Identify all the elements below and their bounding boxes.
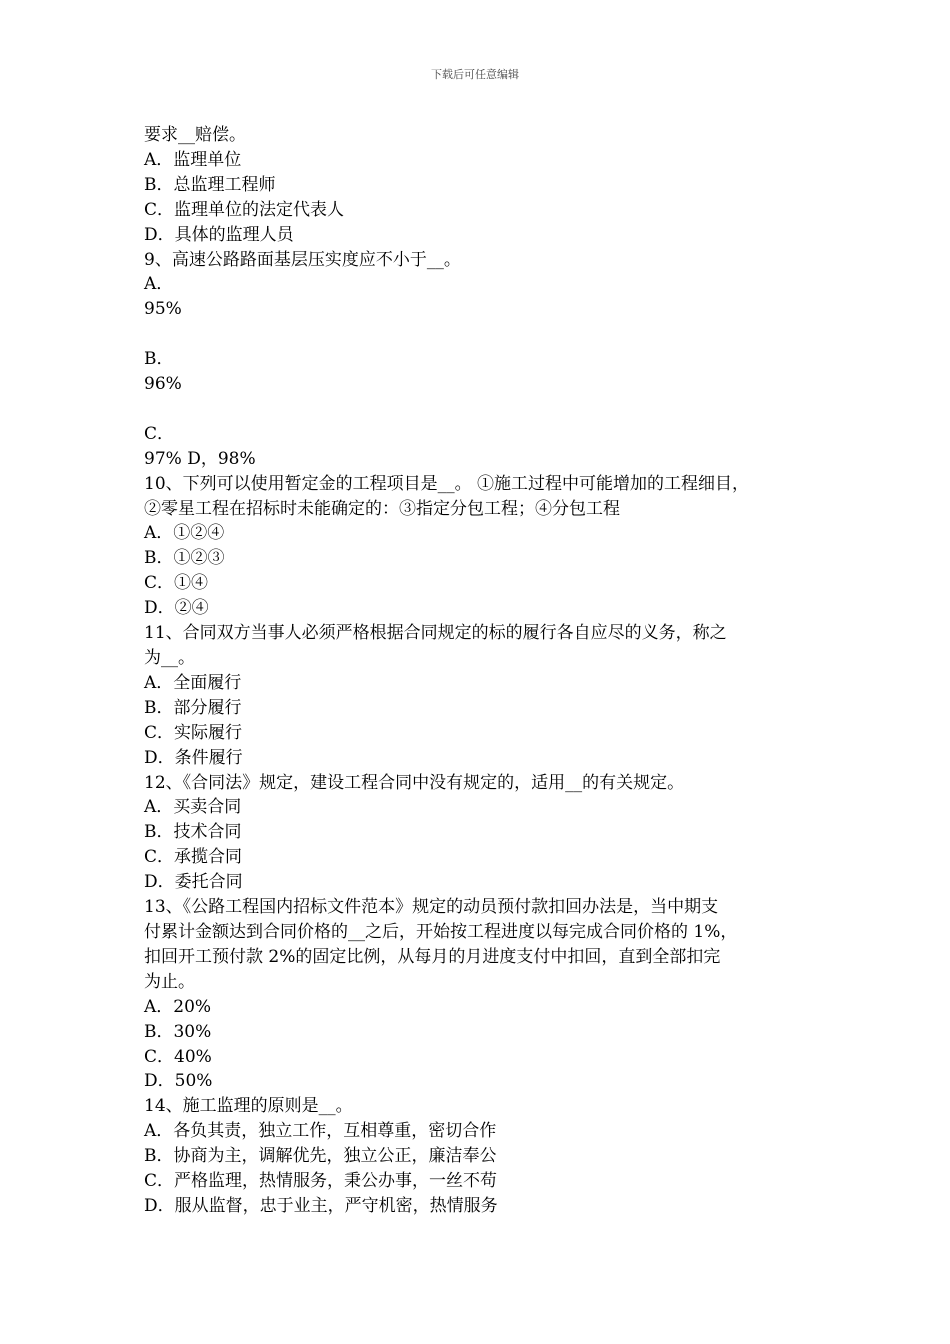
text-line: D．50% (144, 1071, 213, 1092)
text-line: 97% D，98% (144, 448, 256, 469)
text-line: B．协商为主，调解优先，独立公正，廉洁奉公 (144, 1146, 497, 1167)
text-line: 95% (144, 299, 182, 320)
text-line: 为__。 (144, 648, 195, 668)
text-line: A．各负其责，独立工作，互相尊重，密切合作 (144, 1121, 497, 1142)
text-line: C．严格监理，热情服务，秉公办事，一丝不苟 (144, 1171, 498, 1192)
text-line: A． (144, 274, 174, 295)
text-line: C．①④ (144, 573, 209, 594)
text-line: A．20% (144, 996, 212, 1017)
text-line: 付累计金额达到合同价格的__之后，开始按工程进度以每完成合同价格的 1%， (144, 921, 738, 942)
text-line: B．30% (144, 1021, 212, 1042)
text-line: D．②④ (144, 598, 209, 619)
text-line: C．实际履行 (144, 722, 243, 743)
text-line: 96% (144, 374, 182, 395)
text-line: D．委托合同 (144, 872, 243, 893)
text-line: D．条件履行 (144, 747, 243, 768)
text-line: B．部分履行 (144, 697, 242, 718)
text-line: 13、《公路工程国内招标文件范本》规定的动员预付款扣回办法是，当中期支 (144, 897, 719, 918)
text-line: C．40% (144, 1046, 212, 1067)
text-line: 11、合同双方当事人必须严格根据合同规定的标的履行各自应尽的义务，称之 (144, 623, 727, 644)
text-line: C．监理单位的法定代表人 (144, 199, 345, 220)
text-line: A．全面履行 (144, 672, 242, 693)
document-body (144, 123, 824, 1219)
text-line: A．买卖合同 (144, 797, 242, 818)
text-line: B．①②③ (144, 548, 225, 569)
text-line: 为止。 (144, 971, 195, 992)
text-line: C． (144, 423, 175, 444)
text-line: 12、《合同法》规定，建设工程合同中没有规定的，适用__的有关规定。 (144, 772, 685, 793)
text-line: B．技术合同 (144, 822, 242, 843)
text-line: 9、高速公路路面基层压实度应不小于__。 (144, 249, 461, 270)
text-line: B．总监理工程师 (144, 174, 276, 195)
blank-line (144, 397, 824, 422)
text-line: 14、施工监理的原则是__。 (144, 1096, 353, 1117)
text-line: D．具体的监理人员 (144, 224, 294, 245)
text-line: ②零星工程在招标时未能确定的：③指定分包工程；④分包工程 (144, 498, 620, 519)
text-line: 扣回开工预付款 2%的固定比例，从每月的月进度支付中扣回，直到全部扣完 (144, 946, 721, 967)
text-line: A．①②④ (144, 523, 225, 544)
text-line: C．承揽合同 (144, 847, 243, 868)
blank-line (144, 322, 824, 347)
text-line: A．监理单位 (144, 149, 242, 170)
page-header: 下载后可任意编辑 (431, 68, 519, 81)
text-line: 要求__赔偿。 (144, 125, 246, 145)
text-line: D．服从监督，忠于业主，严守机密，热情服务 (144, 1195, 498, 1216)
text-line: 10、下列可以使用暂定金的工程项目是__。 ①施工过程中可能增加的工程细目， (144, 473, 750, 494)
text-line: B． (144, 349, 174, 370)
